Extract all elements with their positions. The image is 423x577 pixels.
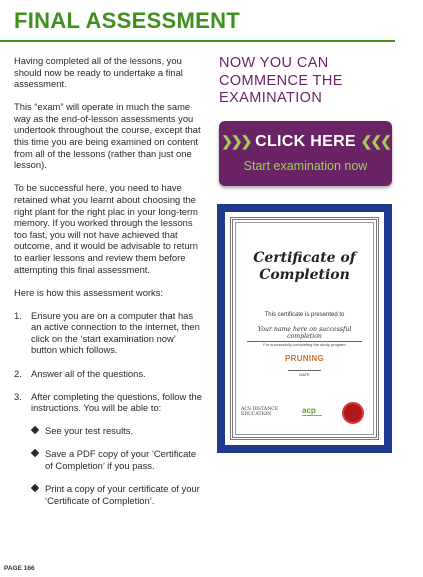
intro-paragraph: To be successful here, you need to have retained what you learnt about choosing the right plant for the right plac in your long-term memory. If you worked through the lessons too fast, you will not have achieved that outcome, and it would be advisable to return to earlier lessons and review them before attempting this final assessment. xyxy=(14,182,198,275)
certificate-completing-text: For successfully completing the study program xyxy=(263,342,346,347)
step-number: 2. xyxy=(14,367,22,379)
page-number: PAGE 166 xyxy=(4,565,35,572)
svg-text:acp: acp xyxy=(302,406,316,415)
diamond-bullet-icon xyxy=(31,426,39,434)
step-text: After completing the questions, follow the instructions. You will be able to: xyxy=(31,390,202,414)
intro-paragraph: This “exam” will operate in much the same way as the end-of-lesson assessments you undertook throughout the course, except that this time you are being examined on content from all of the lessons (rather than just one lesson). xyxy=(14,101,201,171)
outcome-item xyxy=(31,483,202,506)
diamond-bullet-icon xyxy=(31,449,39,457)
outcome-item xyxy=(31,448,202,471)
step-number: 3. xyxy=(14,390,22,402)
step-item xyxy=(14,391,202,414)
outcome-item xyxy=(31,425,202,437)
certificate-presented-text: This certificate is presented to xyxy=(264,312,345,318)
acp-logo-icon xyxy=(301,404,325,418)
intro-paragraph: Here is how this assessment works: xyxy=(14,286,164,298)
outcome-text: Save a PDF copy of your ‘Certificate of Completion’ if you pass. xyxy=(45,448,197,472)
diamond-bullet-icon xyxy=(31,484,39,492)
step-number: 1. xyxy=(14,309,22,321)
step-text: Ensure you are on a computer that has an active connection to the internet, then click on the ‘start examination now’ button which follows. xyxy=(31,309,200,356)
title-divider xyxy=(0,40,395,42)
certificate-name-line: Your name here on successful completion xyxy=(247,326,362,342)
acs-logo: ACS DISTANCE EDUCATION xyxy=(241,407,279,417)
page-title: FINAL ASSESSMENT xyxy=(14,8,241,33)
step-item xyxy=(14,368,202,380)
outcome-text: Print a copy of your certificate of your ‘Certificate of Completion’. xyxy=(45,483,200,506)
certificate-image xyxy=(217,204,392,453)
certificate-date-label: DATE xyxy=(288,370,321,377)
click-here-label[interactable]: CLICK HERE xyxy=(255,133,356,150)
outcome-text: See your test results. xyxy=(45,425,134,437)
step-text: Answer all of the questions. xyxy=(31,367,146,379)
commence-heading: NOW YOU CAN COMMENCE THE EXAMINATION xyxy=(219,55,343,106)
chevron-right-icon: ❯❯❯ xyxy=(221,133,251,149)
outcomes-list xyxy=(31,425,202,506)
certificate-title: Certificate of Completion xyxy=(253,250,356,283)
start-examination-label[interactable]: Start examination now xyxy=(243,159,368,173)
certificate-seal-icon xyxy=(342,402,364,424)
click-here-row[interactable] xyxy=(219,133,392,151)
certificate-page xyxy=(225,212,384,445)
step-item xyxy=(14,310,202,356)
intro-paragraph: Having completed all of the lessons, you should now be ready to undertake a final assessment. xyxy=(14,55,183,90)
steps-list xyxy=(14,310,202,414)
certificate-course-name: PRUNING xyxy=(285,354,324,363)
start-examination-button[interactable] xyxy=(219,121,392,186)
chevron-left-icon: ❮❮❮ xyxy=(360,133,390,149)
assessment-instructions xyxy=(14,55,202,518)
